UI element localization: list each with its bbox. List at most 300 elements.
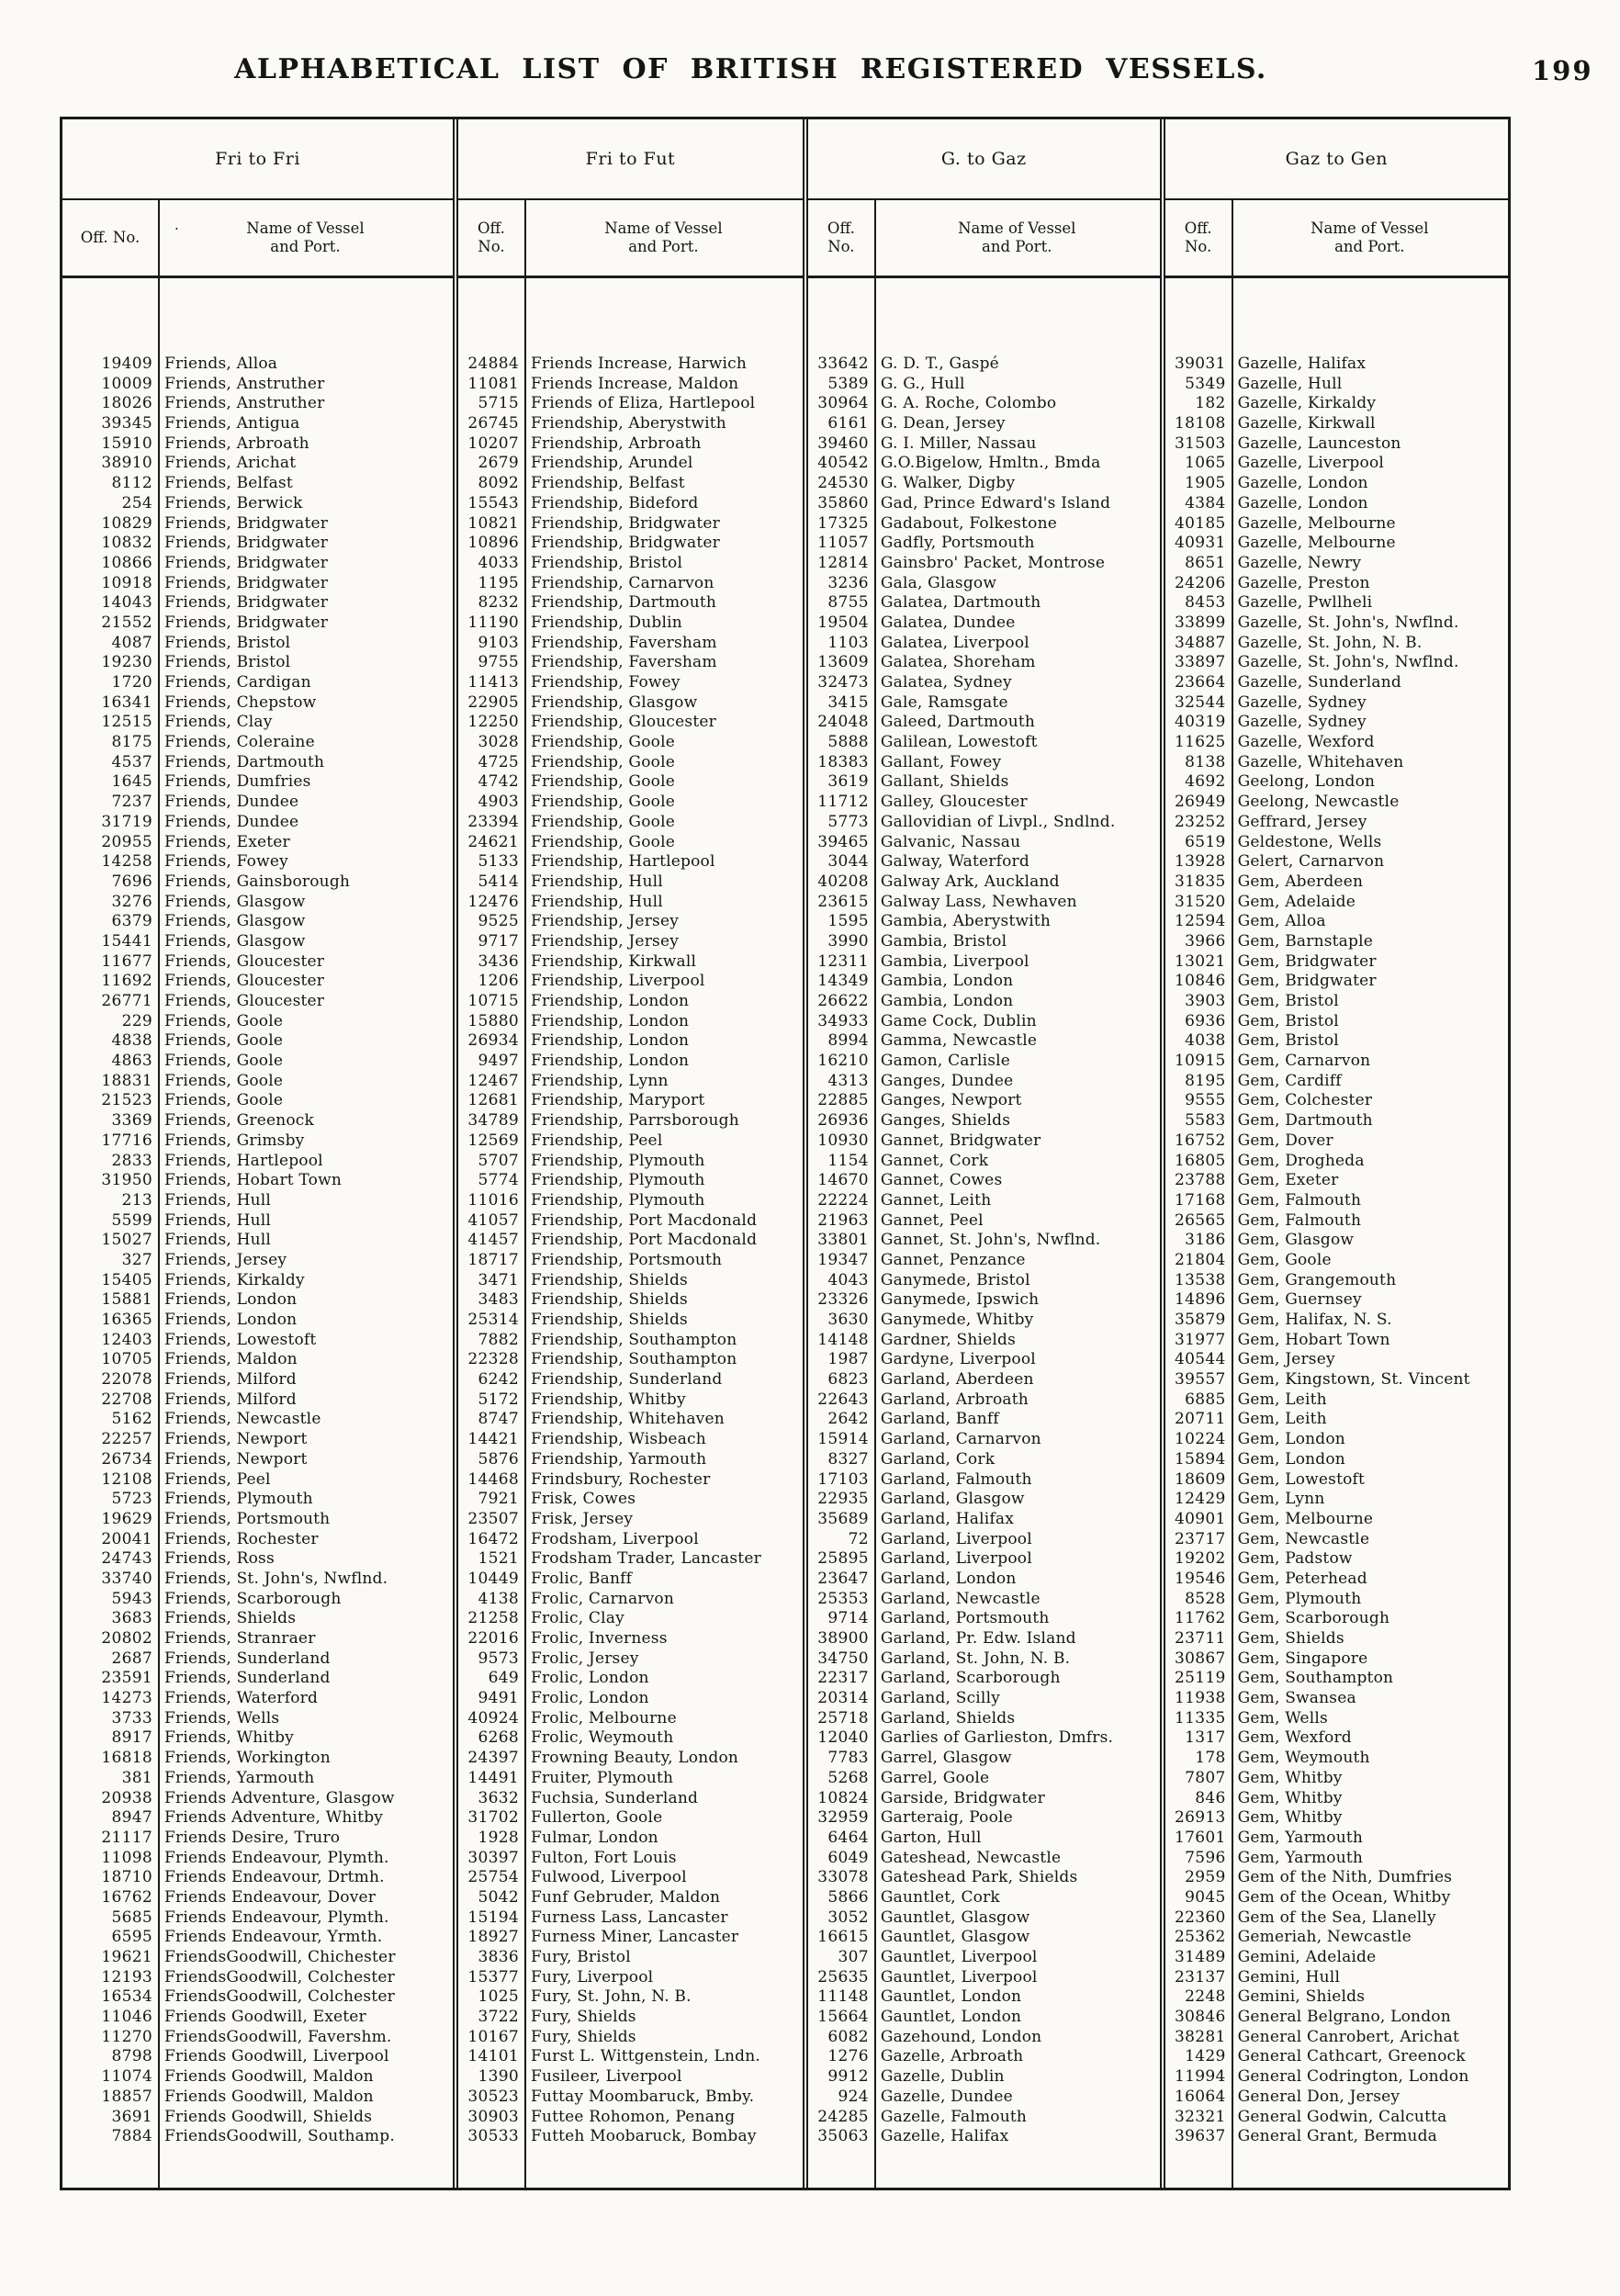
table-row: [458, 813, 803, 833]
off-no-cell: 23394: [467, 812, 519, 831]
vessel-name-cell: Gazelle, Hull: [1237, 374, 1343, 393]
table-row: [62, 454, 453, 474]
off-no-cell: 213: [121, 1190, 152, 1210]
vessel-name-cell: Friendship, Hull: [530, 892, 663, 911]
table-row: [808, 1609, 1160, 1629]
table-row: [62, 793, 453, 813]
vessel-name-cell: Gannet, Peel: [880, 1210, 984, 1230]
column-body: [1165, 200, 1508, 2188]
off-no-cell: 40544: [1175, 1350, 1226, 1369]
off-no-cell: 1206: [478, 972, 519, 991]
vessel-name-cell: Friends, Goole: [164, 1011, 284, 1030]
off-no-cell: 22078: [101, 1370, 152, 1390]
off-no-cell: 4537: [111, 752, 152, 771]
off-no-cell: 4692: [1185, 772, 1226, 792]
table-row: [62, 1072, 453, 1092]
off-no-cell: 15881: [101, 1290, 152, 1310]
vessel-name-cell: Gem, Guernsey: [1237, 1290, 1362, 1310]
off-no-cell: 25353: [817, 1589, 869, 1608]
table-row: [458, 972, 803, 992]
table-row: [1165, 833, 1508, 853]
vessel-name-cell: Garland, Glasgow: [880, 1490, 1025, 1509]
rows-container: [1165, 278, 1508, 2147]
vessel-name-cell: Gale, Ramsgate: [880, 692, 1008, 712]
off-no-cell: 13538: [1175, 1270, 1226, 1289]
table-row: [458, 2088, 803, 2108]
vessel-name-cell: Friendship, Carnarvon: [530, 573, 714, 592]
table-row: [808, 355, 1160, 375]
vessel-name-cell: Gannet, Bridgwater: [880, 1131, 1041, 1150]
vessel-name-cell: Friendship, Shields: [530, 1311, 688, 1329]
vessel-name-cell: Frolic, Melbourne: [530, 1708, 677, 1728]
table-row: [458, 2047, 803, 2067]
table-row: [458, 753, 803, 773]
vessel-name-cell: Friends, Bridgwater: [164, 573, 329, 592]
off-no-cell: 12569: [467, 1131, 519, 1150]
table-row: [62, 893, 453, 913]
vessel-name-cell: Friends Increase, Harwich: [530, 355, 747, 373]
vessel-name-cell: Friendship, Dartmouth: [530, 593, 717, 613]
off-no-cell: 5773: [827, 812, 869, 831]
vessel-name-cell: Gainsbro' Packet, Montrose: [880, 553, 1106, 572]
off-no-cell: 1720: [111, 673, 152, 692]
table-row: [458, 1390, 803, 1411]
vessel-name-cell: Garlies of Garlieston, Dmfrs.: [880, 1728, 1114, 1748]
table-row: [1165, 1749, 1508, 1769]
off-no-cell: 12311: [817, 951, 869, 971]
off-no-cell: 12681: [467, 1091, 519, 1110]
vessel-name-cell: Garland, Scilly: [880, 1689, 1001, 1708]
subheader-row: [808, 200, 1160, 278]
table-row: [1165, 1629, 1508, 1649]
table-row: [62, 992, 453, 1012]
off-no-cell: 4038: [1185, 1031, 1226, 1051]
table-row: [458, 574, 803, 594]
vessel-name-cell: Friendship, London: [530, 992, 690, 1010]
off-no-cell: 30903: [467, 2107, 519, 2126]
table-row: [1165, 2028, 1508, 2048]
off-no-cell: 5133: [478, 852, 519, 872]
vessel-name-cell: Gem, Padstow: [1237, 1549, 1353, 1569]
table-row: [1165, 1251, 1508, 1271]
table-row: [458, 1131, 803, 1152]
vessel-name-cell: Furst L. Wittgenstein, Lndn.: [530, 2047, 760, 2066]
off-no-cell: 254: [121, 493, 152, 512]
table-row: [808, 1231, 1160, 1251]
vessel-name-cell: Garland, Banff: [880, 1410, 999, 1429]
off-no-cell: 1317: [1185, 1728, 1226, 1748]
table-row: [458, 514, 803, 535]
subheader-row: [62, 200, 453, 278]
off-no-cell: 15405: [101, 1270, 152, 1289]
table-row: [62, 434, 453, 455]
off-no-cell: 31977: [1175, 1330, 1226, 1349]
vessel-name-cell: Fullerton, Goole: [530, 1808, 663, 1828]
table-row: [62, 534, 453, 554]
table-row: [458, 1251, 803, 1271]
vessel-name-cell: G. D. T., Gaspé: [880, 355, 999, 373]
table-row: [1165, 1570, 1508, 1590]
table-row: [808, 1271, 1160, 1291]
off-no-cell: 39345: [101, 414, 152, 433]
off-no-cell: 24884: [467, 355, 519, 373]
vessel-name-cell: Friends, Bridgwater: [164, 553, 329, 572]
off-no-cell: 39460: [817, 433, 869, 453]
off-no-cell: 12040: [817, 1728, 869, 1748]
table-row: [458, 1689, 803, 1709]
off-no-cell: 17716: [101, 1131, 152, 1150]
off-no-cell: 23507: [467, 1509, 519, 1528]
off-no-cell: 32473: [817, 673, 869, 692]
off-no-cell: 15377: [467, 1967, 519, 1986]
off-no-cell: 3691: [111, 2107, 152, 2126]
range-header: [808, 119, 1160, 200]
vessel-name-cell: Furness Lass, Lancaster: [530, 1908, 728, 1927]
column-group-gaz-to-gen: [1160, 119, 1508, 2188]
table-row: [1165, 554, 1508, 574]
table-row: [458, 1430, 803, 1450]
off-no-cell: 4838: [111, 1031, 152, 1051]
off-no-cell: 18857: [101, 2087, 152, 2106]
off-no-cell: 19347: [817, 1250, 869, 1269]
table-row: [808, 394, 1160, 414]
vessel-name-cell: Friends, Hobart Town: [164, 1171, 342, 1190]
off-no-cell: 26771: [101, 992, 152, 1010]
off-no-cell: 15880: [467, 1011, 519, 1030]
table-row: [1165, 1370, 1508, 1390]
table-row: [458, 1410, 803, 1430]
off-no-cell: 1645: [111, 772, 152, 792]
table-row: [458, 1609, 803, 1629]
vessel-name-cell: Friends, Scarborough: [164, 1589, 342, 1608]
off-no-cell: 20955: [101, 832, 152, 851]
off-no-cell: 39557: [1175, 1370, 1226, 1390]
off-no-cell: 10846: [1175, 972, 1226, 991]
vessel-name-cell: Gem of the Ocean, Whitby: [1237, 1887, 1451, 1907]
vessel-name-cell: General Godwin, Calcutta: [1237, 2107, 1447, 2126]
off-no-cell: 31702: [467, 1808, 519, 1828]
table-row: [808, 1987, 1160, 2008]
table-row: [808, 1450, 1160, 1470]
table-row: [808, 1410, 1160, 1430]
vessel-name-cell: Gauntlet, London: [880, 1987, 1022, 2007]
vessel-name-cell: Gem, Bristol: [1237, 992, 1339, 1010]
vessel-name-cell: Friends, Bridgwater: [164, 593, 329, 613]
off-no-cell: 31835: [1175, 872, 1226, 891]
off-no-cell: 10896: [467, 534, 519, 553]
off-no-cell: 31719: [101, 812, 152, 831]
off-no-cell: 8528: [1185, 1589, 1226, 1608]
table-row: [458, 1072, 803, 1092]
off-no-cell: 1195: [478, 573, 519, 592]
table-row: [1165, 852, 1508, 872]
table-row: [458, 653, 803, 673]
table-row: [62, 1649, 453, 1670]
vessel-name-cell: Gem, Newcastle: [1237, 1529, 1370, 1548]
off-no-cell: 14349: [817, 972, 869, 991]
off-no-cell: 6379: [111, 912, 152, 931]
vessel-name-cell: Frolic, Weymouth: [530, 1728, 674, 1748]
table-row: [458, 1211, 803, 1232]
off-no-header: Off. No.: [478, 219, 505, 255]
vessel-name-cell: Gem, Bristol: [1237, 1011, 1339, 1030]
table-row: [808, 733, 1160, 753]
table-row: [62, 593, 453, 613]
table-row: [1165, 1590, 1508, 1610]
table-row: [458, 852, 803, 872]
off-no-cell: 5172: [478, 1390, 519, 1409]
off-no-cell: 7807: [1185, 1768, 1226, 1787]
off-no-cell: 1928: [478, 1828, 519, 1847]
vessel-name-cell: Friendship, Goole: [530, 772, 675, 792]
table-row: [808, 852, 1160, 872]
vessel-name-cell: Friends, Dartmouth: [164, 752, 325, 771]
off-no-cell: 31503: [1175, 433, 1226, 453]
off-no-cell: 229: [121, 1011, 152, 1030]
vessel-name-cell: Gazelle, Preston: [1237, 573, 1370, 592]
table-row: [1165, 613, 1508, 634]
off-no-cell: 20938: [101, 1788, 152, 1807]
vessel-name-cell: Gauntlet, Liverpool: [880, 1948, 1038, 1966]
vessel-name-cell: Gem, Swansea: [1237, 1689, 1356, 1708]
vessel-name-cell: Gauntlet, Liverpool: [880, 1967, 1038, 1986]
off-no-header: Off. No.: [80, 229, 141, 246]
table-row: [808, 1868, 1160, 1888]
table-row: [458, 1290, 803, 1311]
vessel-name-cell: Gambia, Liverpool: [880, 951, 1029, 971]
vessel-name-cell: Fuchsia, Sunderland: [530, 1788, 699, 1807]
vessel-name-cell: Garland, Scarborough: [880, 1669, 1061, 1688]
vessel-name-cell: Frodsham, Liverpool: [530, 1529, 699, 1548]
table-row: [62, 634, 453, 654]
vessel-name-cell: Geelong, Newcastle: [1237, 793, 1400, 812]
off-no-cell: 182: [1195, 394, 1226, 413]
table-row: [1165, 454, 1508, 474]
off-no-cell: 1429: [1185, 2047, 1226, 2066]
vessel-name-cell: Gazelle, Pwllheli: [1237, 593, 1373, 613]
table-row: [808, 1012, 1160, 1032]
vessel-name-cell: Friendship, Whitehaven: [530, 1410, 725, 1429]
table-row: [62, 514, 453, 535]
table-row: [1165, 593, 1508, 613]
vessel-name-cell: Fury, Liverpool: [530, 1967, 654, 1986]
vessel-name-cell: Gamon, Carlisle: [880, 1052, 1011, 1071]
table-row: [808, 1072, 1160, 1092]
table-row: [1165, 653, 1508, 673]
vessel-name-header: [524, 219, 803, 256]
vessel-name-cell: Frowning Beauty, London: [530, 1749, 739, 1768]
table-row: [458, 932, 803, 952]
table-row: [1165, 1430, 1508, 1450]
table-row: [1165, 872, 1508, 893]
vessel-name-cell: Friends, Clay: [164, 713, 273, 732]
vessel-name-cell: Gazelle, Liverpool: [1237, 454, 1385, 473]
off-no-cell: 21804: [1175, 1250, 1226, 1269]
off-no-cell: 22317: [817, 1669, 869, 1688]
table-row: [62, 1570, 453, 1590]
table-row: [1165, 1111, 1508, 1131]
off-no-cell: 25754: [467, 1868, 519, 1887]
off-no-cell: 5685: [111, 1908, 152, 1927]
off-no-cell: 32321: [1175, 2107, 1226, 2126]
table-row: [62, 1888, 453, 1908]
off-no-cell: 649: [488, 1669, 519, 1688]
off-no-cell: 8195: [1185, 1071, 1226, 1090]
off-no-cell: 15894: [1175, 1449, 1226, 1469]
table-row: [62, 1191, 453, 1211]
off-no-cell: 924: [838, 2087, 869, 2106]
table-row: [458, 454, 803, 474]
vessel-name-cell: Galley, Gloucester: [880, 793, 1028, 812]
table-row: [808, 593, 1160, 613]
off-no-cell: 7237: [111, 793, 152, 812]
table-row: [62, 2067, 453, 2088]
table-row: [808, 1052, 1160, 1072]
off-no-cell: 10009: [101, 374, 152, 393]
table-row: [458, 1311, 803, 1331]
table-row: [1165, 952, 1508, 973]
table-row: [458, 693, 803, 714]
table-row: [62, 1908, 453, 1929]
table-row: [808, 1290, 1160, 1311]
vessel-name-cell: Fulton, Fort Louis: [530, 1848, 677, 1867]
table-row: [808, 1251, 1160, 1271]
vessel-name-cell: Gem, Exeter: [1237, 1171, 1339, 1190]
off-no-cell: 30964: [817, 394, 869, 413]
table-row: [808, 1211, 1160, 1232]
vessel-name-cell: Garland, Cork: [880, 1449, 996, 1469]
vessel-name-cell: Friends, Berwick: [164, 493, 303, 512]
table-row: [62, 574, 453, 594]
vessel-name-cell: G.O.Bigelow, Hmltn., Bmda: [880, 454, 1101, 473]
vessel-name-cell: Friendship, Shields: [530, 1270, 688, 1289]
off-no-cell: 20041: [101, 1529, 152, 1548]
vessel-name-cell: Friendship, Jersey: [530, 912, 680, 931]
table-row: [1165, 2067, 1508, 2088]
off-no-cell: 10224: [1175, 1430, 1226, 1449]
vessel-name-cell: Gauntlet, Glasgow: [880, 1928, 1030, 1947]
off-no-cell: 23326: [817, 1290, 869, 1310]
table-row: [62, 2088, 453, 2108]
off-no-cell: 4725: [478, 752, 519, 771]
vessel-name-cell: Friends, Dumfries: [164, 772, 311, 792]
off-no-cell: 23711: [1175, 1629, 1226, 1648]
table-row: [62, 1271, 453, 1291]
vessel-name-cell: General Canrobert, Arichat: [1237, 2027, 1460, 2046]
vessel-name-cell: Gem, Whitby: [1237, 1788, 1343, 1807]
off-no-cell: 3836: [478, 1948, 519, 1966]
table-row: [62, 872, 453, 893]
table-row: [458, 1331, 803, 1351]
table-row: [62, 2047, 453, 2067]
vessel-name-cell: Gateshead Park, Shields: [880, 1868, 1078, 1887]
table-row: [808, 2047, 1160, 2067]
table-row: [808, 753, 1160, 773]
vessel-name-cell: Friends, Ross: [164, 1549, 275, 1569]
subheader-row: [458, 200, 803, 278]
vessel-name-cell: Garland, Shields: [880, 1708, 1016, 1728]
table-row: [1165, 1072, 1508, 1092]
off-no-cell: 14468: [467, 1469, 519, 1489]
table-row: [62, 1311, 453, 1331]
vessel-name-cell: Friends, Goole: [164, 1031, 284, 1051]
off-no-cell: 25119: [1175, 1669, 1226, 1688]
table-row: [62, 1987, 453, 2008]
off-no-cell: 3683: [111, 1609, 152, 1628]
vessel-name-cell: Friends Goodwill, Maldon: [164, 2087, 374, 2106]
vessel-name-cell: Friends, Whitby: [164, 1728, 294, 1748]
vessel-name-cell: Friends, Wells: [164, 1708, 280, 1728]
vessel-name-cell: Friends Goodwill, Maldon: [164, 2067, 374, 2087]
vessel-name-cell: Friendship, Liverpool: [530, 972, 705, 991]
vessel-name-cell: Garton, Hull: [880, 1828, 982, 1847]
off-no-cell: 381: [121, 1768, 152, 1787]
table-row: [1165, 1450, 1508, 1470]
table-row: [62, 1868, 453, 1888]
vessel-name-cell: Friendship, Bridgwater: [530, 534, 720, 553]
vessel-name-cell: Friends, Gloucester: [164, 951, 325, 971]
off-no-cell: 8092: [478, 474, 519, 493]
column-divider-rule: [874, 200, 876, 2188]
table-row: [808, 932, 1160, 952]
table-row: [62, 952, 453, 973]
table-row: [458, 1590, 803, 1610]
vessel-name-cell: Gannet, Cowes: [880, 1171, 1003, 1190]
table-row: [458, 1510, 803, 1530]
off-no-cell: 24206: [1175, 573, 1226, 592]
table-row: [62, 1728, 453, 1749]
table-row: [458, 733, 803, 753]
off-no-cell: 12594: [1175, 912, 1226, 931]
vessel-name-cell: Garland, St. John, N. B.: [880, 1649, 1071, 1668]
column-body: [62, 200, 453, 2188]
off-no-cell: 14273: [101, 1689, 152, 1708]
vessel-name-cell: Frisk, Cowes: [530, 1490, 636, 1509]
table-row: [62, 2108, 453, 2128]
table-row: [808, 1570, 1160, 1590]
vessel-name-cell: Friendship, Goole: [530, 832, 675, 851]
off-no-cell: 9103: [478, 633, 519, 652]
off-no-cell: 10715: [467, 992, 519, 1010]
vessel-name-cell: Friendship, Bristol: [530, 553, 683, 572]
table-row: [458, 375, 803, 395]
column-group-fri-to-fut: [453, 119, 803, 2188]
table-row: [1165, 2008, 1508, 2028]
vessel-name-cell: Friends of Eliza, Hartlepool: [530, 394, 756, 413]
vessel-name-cell: Friendship, Goole: [530, 733, 675, 752]
vessel-name-cell: G. A. Roche, Colombo: [880, 394, 1057, 413]
table-row: [1165, 434, 1508, 455]
vessel-name-cell: Friends Goodwill, Shields: [164, 2107, 373, 2126]
vessel-name-cell: Gem, Falmouth: [1237, 1190, 1362, 1210]
vessel-name-cell: FriendsGoodwill, Southamp.: [164, 2127, 395, 2146]
vessel-name-cell: Galatea, Dundee: [880, 613, 1016, 632]
vessel-name-cell: Gem, Hobart Town: [1237, 1330, 1390, 1349]
vessel-name-cell: Friendship, Kirkwall: [530, 951, 697, 971]
off-no-cell: 24048: [817, 713, 869, 732]
table-row: [458, 1570, 803, 1590]
off-no-cell: 6082: [827, 2027, 869, 2046]
off-no-cell: 10821: [467, 513, 519, 533]
vessel-name-cell: Gem, Whitby: [1237, 1808, 1343, 1828]
off-no-cell: 16064: [1175, 2087, 1226, 2106]
table-row: [458, 1450, 803, 1470]
table-row: [458, 912, 803, 932]
vessel-name-cell: Furness Miner, Lancaster: [530, 1928, 739, 1947]
off-no-cell: 19546: [1175, 1569, 1226, 1588]
off-no-cell: 12250: [467, 713, 519, 732]
vessel-name-cell: Gazelle, Falmouth: [880, 2107, 1028, 2126]
